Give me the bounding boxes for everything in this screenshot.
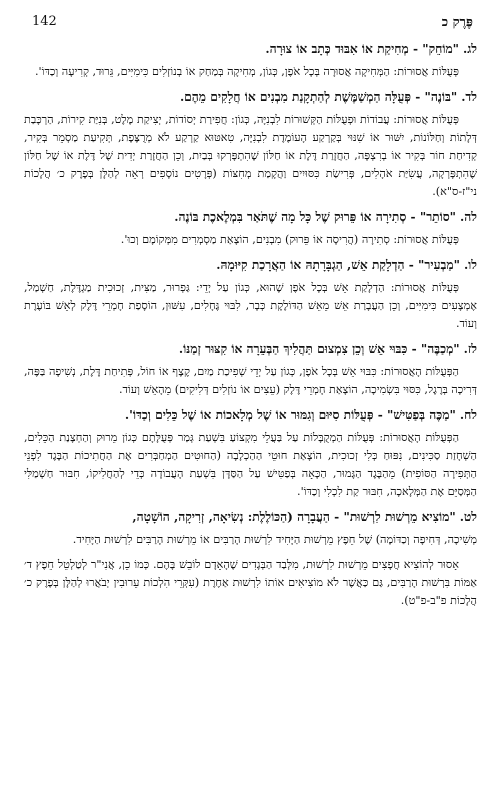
section-title	[24, 508, 477, 528]
section-text: הַפְּעֻלּוֹת הָאֲסוּרוֹת: פְּעֻלּוֹת הַמְקֻבָּלוֹת עַל בַּעֲלֵי מִקְצוֹעַ בִּשְׁעַת גְּמַר פְּעֻלָּתָם כְּגוֹן מֵרוּק וְהַחְצָנַת הַכֵּלִים, הַשְׁחָזַת סַכִּינִים, נִפּוּחַ כְּלִי זְכוּכִית, הוֹצָאַת חוּטֵי הַהַכְלָבָה (הַחוּטִים הַמְחַבְּרִים אֶת הַחֲתִיכוֹת הַבֶּגֶד לִפְנֵי הַתְּפִירָה הַסּוֹפִית) מֵהַבֶּגֶד הַגָּמוּר, הַכָּאָה בְּפַטִּישׁ עַל הַסַּדָּן בִּשְׁעַת הָעֲבוֹדָה כְּדֵי לְהַחֲלִיקוֹ, חִבּוּר חַשְׁמַלִּי הַמְּסַיֵּם אֶת הַמְּלָאכָה, חִבּוּר קַת לִכְלִי וְכַדּוֹ'.	[24, 431, 477, 498]
section-34	[24, 88, 477, 201]
section-heading: "מַבְעִיר" - הַדְלָקַת אֵשׁ, הַגְבָּרָתָהּ אוֹ הַאֲרָכַת קִיּוּמָהּ.	[216, 258, 460, 272]
section-title	[24, 40, 477, 60]
closing-paragraph: אָסוּר לְהוֹצִיא חֲפָצִים מֵרְשׁוּת לִרְשׁוּת, מִלְּבַד הַבְּגָדִים שֶׁהָאָדָם לוֹבֵשׁ בָּהֶם. כְּמוֹ כֵן, אֲנִי"ר לְטַלְטֵל חֵפֶץ ד׳ אַמּוֹת בִּרְשׁוּת הָרַבִּים, גַּם כַּאֲשֶׁר לֹא מוֹצִיאִים אוֹתוֹ לִרְשׁוּת אַחֶרֶת (עִקְּרֵי הִלְכוֹת עֵרוּבִין יְבֹאֲרוּ לְהַלָּן בְּפֶרֶק כ׳ הֲלָכוֹת פ"ב-פ"ט).	[24, 558, 477, 607]
section-number: לח.	[459, 408, 477, 422]
section-text: מְשִׁיכָה, דְּחִיפָה וְכַדּוֹמֶה) שֶׁל חֵפֶץ מֵרְשׁוּת הַיָּחִיד לִרְשׁוּת הָרַבִּים אוֹ מֵרְשׁוּת הָרַבִּים לִרְשׁוּת הַיָּחִיד.	[72, 533, 477, 546]
section-number: לג.	[463, 42, 477, 56]
section-number: לה.	[460, 210, 477, 224]
section-title	[24, 406, 477, 426]
section-38	[24, 406, 477, 501]
section-number: לט.	[459, 510, 477, 524]
section-heading: "מוֹחֵק" - מְחִיקַת אוֹ אִבּוּד כְּתָב אוֹ צוּרָה.	[265, 42, 460, 56]
section-heading: "בּוֹנֶה" - פְּעֻלָּה הַמְשַׁמֶּשֶׁת לְהַתְקָנַת מִבְנִים אוֹ חֲלָקִים מֵהֶם.	[179, 90, 458, 104]
chapter-heading: פֶּרֶק כ	[441, 15, 473, 30]
section-number: לז.	[463, 342, 477, 356]
section-heading: "מוֹצִיא מֵרְשׁוּת לִרְשׁוּת" - הַעֲבָרָה (הַכּוֹלֶלֶת: נְשִׂיאָה, זְרִיקָה, הוֹשָׁטָה,	[132, 510, 456, 524]
section-35	[24, 208, 477, 249]
section-text: פְּעֻלּוֹת אֲסוּרוֹת: הַדְלָקַת אֵשׁ בְּכָל אֹפֶן שֶׁהוּא, כְּגוֹן עַל יְדֵי: גַּפְרוּר, מַצִּית, זְכוּכִית מַגְדֶּלֶת, חַשְׁמַל, אֶמְצָעִים כִּימִיִּים, וְכֵן הַעֲבָרַת אֵשׁ מֵאֵשׁ הַדּוֹלֶקֶת כְּבָר, לִבּוּי גֶּחָלִים, עִשּׁוּן, הוֹסָפַת חָמְרֵי דֶּלֶק לְאֵשׁ בּוֹעֶרֶת וְעוֹד.	[24, 281, 477, 330]
section-text: פְּעֻלּוֹת אֲסוּרוֹת: עֲבוֹדוֹת וּפְעֻלּוֹת הַקְּשׁוּרוֹת לִבְנִיָּה, כְּגוֹן: חֲפִירַת יְסוֹדוֹת, יְצִיקַת מֶלֶט, בְּנִיַּת קִירוֹת, הַרְכָּבַת דְּלָתוֹת וְחַלּוֹנוֹת, יִשּׁוּר אוֹ שִׁנּוּי בְּקַרְקַע הָעוֹמֶדֶת לִבְנִיָּה, טִאטּוּא קַרְקַע לֹא מְרֻצֶּפֶת, תְּקִיעַת מַסְמֵר בְּקִיר, קְדִיחַת חוֹר בְּקִיר אוֹ בְרִצְפָּה, הַחֲזָרַת דֶּלֶת אוֹ חַלּוֹן שֶׁהִתְפָּרְקוּ בְּבַיִת, וְכֵן הַחֲזָרַת יְדִית שֶׁל דֶּלֶת אוֹ שֶׁל חַלּוֹן שֶׁהִתְפָּרְקָה, עֲשִׂיַּת אֹהָלִים, פְּרִישַׂת כִּסּוּיִים וַהֲקָמַת מְחִצּוֹת (פְּרָטִים נוֹסָפִים רְאֵה לְהַלָּן בְּפֶרֶק כ׳ הֲלָכוֹת ני"ז-ס"א).	[24, 113, 477, 198]
section-number: לו.	[463, 258, 477, 272]
section-text: פְּעֻלּוֹת אֲסוּרוֹת: סְתִירָה (הֲרִיסָה אוֹ פֵּרוּק) מִבְנִים, הוֹצָאַת מַסְמְרִים מִמְּקוֹמָם וְכוּ'.	[120, 233, 459, 246]
section-heading: "מַכֶּה בְּפַטִּישׁ" - פְּעֻלּוֹת סִיּוּם וְגִמּוּר אוֹ שֶׁל מְלָאכוֹת אוֹ שֶׁל כֵּלִים וְכַדּוֹ'.	[124, 408, 456, 422]
section-37	[24, 340, 477, 399]
section-36	[24, 256, 477, 333]
section-title	[24, 256, 477, 276]
section-number: לד.	[461, 90, 477, 104]
section-heading: "מְכַבֶּה" - כִּבּוּי אֵשׁ וְכֵן צִמְצוּם תַּהֲלִיךְ הַבְּעֵרָה אוֹ קִצּוּר זְמַנּוֹ.	[178, 342, 460, 356]
section-title	[24, 208, 477, 228]
section-39	[24, 508, 477, 549]
section-text: הַפְּעֻלּוֹת הָאֲסוּרוֹת: כִּבּוּי אֵשׁ בְּכָל אֹפֶן, כְּגוֹן עַל יְדֵי שְׁפִיכַת מַיִם, קֶצֶף אוֹ חוֹל, פְּתִיחַת דֶּלֶת, נְשִׁיפָה בַּפֶּה, דְּרִיכָה בְּרֶגֶל, כִּסּוּי בִּשְׂמִיכָה, הוֹצָאַת חָמְרֵי דֶּלֶק (עֵצִים אוֹ נוֹזְלִים דְּלִיקִים) מֵהָאֵשׁ וְעוֹד.	[24, 365, 477, 396]
section-heading: "סוֹתֵר" - סְתִירָה אוֹ פֵּרוּק שֶׁל כָּל מָה שֶׁתֹּאַר בִּמְלֶאכֶת בּוֹנֶה.	[174, 210, 457, 224]
page-header	[24, 10, 477, 40]
section-text: פְּעֻלּוֹת אֲסוּרוֹת: הַמְּחִיקָה אֲסוּרָה בְּכָל אֹפֶן, כְּגוֹן, מְחִיקָה בְּמַחַק אוֹ בְנוֹזְלִים כִּימִיִּים, גֵּרוּד, קְרִיעָה וְכַדּוֹ'.	[35, 65, 459, 78]
page-number: 142	[32, 14, 57, 29]
section-title	[24, 340, 477, 360]
section-33	[24, 40, 477, 81]
section-title	[24, 88, 477, 108]
